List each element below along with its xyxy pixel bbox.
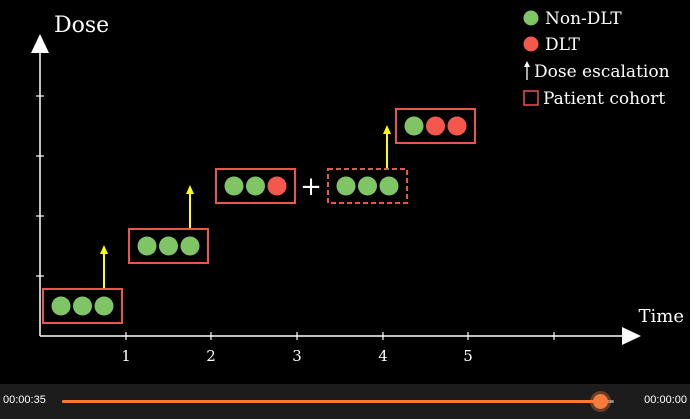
cohort-4 (328, 169, 407, 203)
non-dlt-patient-circle (181, 237, 200, 256)
legend-label-dlt: DLT (545, 35, 580, 55)
legend-label-dose-escalation: Dose escalation (534, 62, 670, 82)
x-tick-labels (121, 347, 473, 365)
dose-escalation-arrows (100, 125, 391, 289)
x-tick-label-2: 2 (206, 347, 216, 365)
legend-label-non-dlt: Non-DLT (545, 9, 622, 29)
legend (524, 9, 670, 109)
legend-red-circle-icon (524, 37, 539, 52)
non-dlt-patient-circle (246, 177, 265, 196)
legend-up-arrow-icon (524, 61, 530, 80)
non-dlt-patient-circle (52, 297, 71, 316)
cohort-5 (396, 109, 475, 143)
dlt-patient-circle (426, 117, 445, 136)
dlt-patient-circle (448, 117, 467, 136)
cohort-2 (129, 229, 208, 263)
x-axis-label: Time (638, 306, 684, 327)
cohort-1 (43, 289, 122, 323)
dlt-patient-circle (268, 177, 287, 196)
progress-handle[interactable] (593, 394, 608, 409)
cohort-3 (216, 169, 295, 203)
legend-label-patient-cohort: Patient cohort (543, 89, 666, 109)
progress-track[interactable] (62, 400, 614, 403)
non-dlt-patient-circle (337, 177, 356, 196)
progress-fill (62, 400, 600, 403)
x-tick-label-4: 4 (378, 347, 388, 365)
non-dlt-patient-circle (380, 177, 399, 196)
y-axis-arrowhead (31, 34, 49, 53)
x-tick-label-3: 3 (292, 347, 302, 365)
legend-square-icon (524, 91, 538, 105)
escalation-arrow-1 (100, 245, 108, 289)
escalation-arrow-3 (383, 125, 391, 169)
non-dlt-patient-circle (138, 237, 157, 256)
x-axis-arrowhead (622, 327, 641, 345)
non-dlt-patient-circle (95, 297, 114, 316)
non-dlt-patient-circle (405, 117, 424, 136)
video-player-bar (0, 384, 690, 419)
non-dlt-patient-circle (225, 177, 244, 196)
patient-cohorts (43, 109, 475, 323)
total-time: 00:00:00 (644, 394, 687, 406)
non-dlt-patient-circle (358, 177, 377, 196)
y-axis-label: Dose (54, 13, 110, 38)
legend-green-circle-icon (524, 11, 539, 26)
x-tick-label-5: 5 (463, 347, 473, 365)
x-tick-label-1: 1 (121, 347, 131, 365)
non-dlt-patient-circle (159, 237, 178, 256)
escalation-arrow-2 (186, 185, 194, 229)
plus-sign: + (300, 172, 322, 202)
non-dlt-patient-circle (73, 297, 92, 316)
current-time: 00:00:35 (3, 394, 46, 406)
